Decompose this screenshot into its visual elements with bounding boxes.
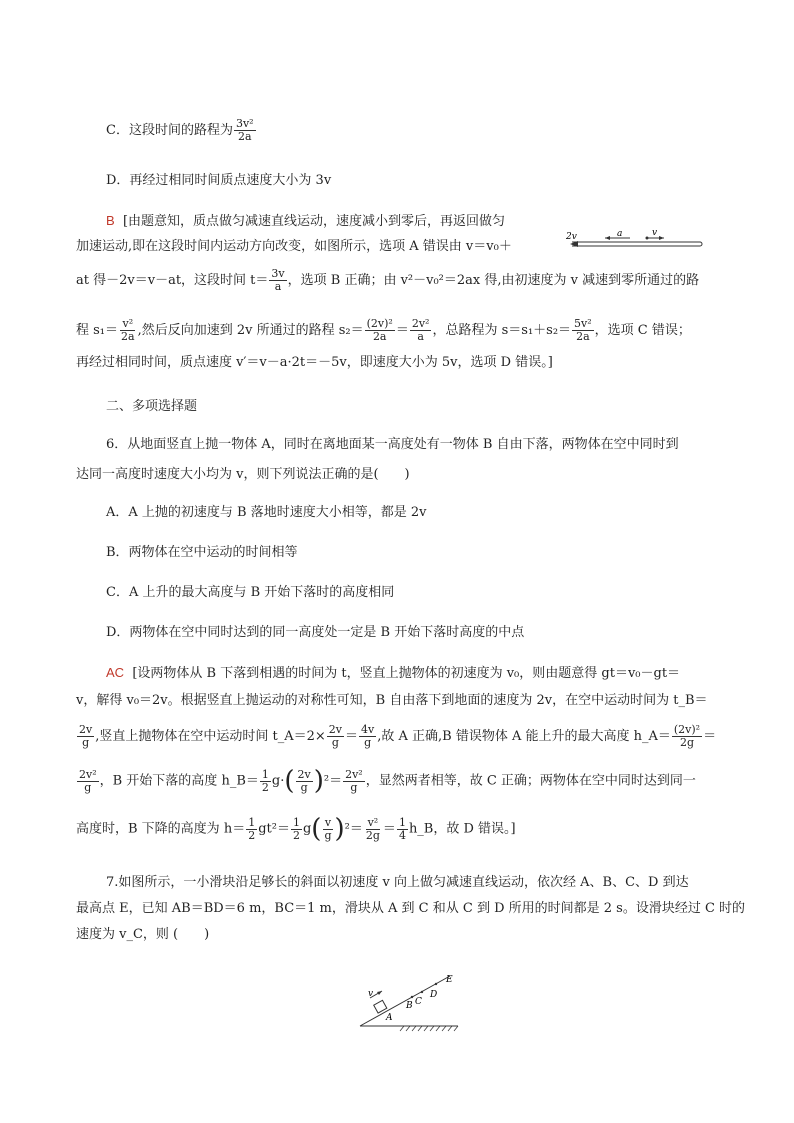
svg-text:B: B	[406, 1001, 413, 1011]
fraction: $\frac{2v}{g}$	[328, 723, 342, 749]
fraction: $\frac{2v}{g}$	[79, 723, 93, 749]
q5-explanation-line-3: at 得－2v＝v－at，这段时间 t＝ $\frac{3v}{a}$ ，选项 B 正确；由 v²－v₀²＝2ax 得,由初速度为 v 减速到零所通过的路	[76, 267, 700, 293]
q7-stem-line-1: 7.如图所示，一小滑块沿足够长的斜面以初速度 v 向上做匀减速直线运动，依次经 A、B、C、D 到达	[106, 875, 689, 890]
fraction: $\frac{\text{5v²}}{2a}$	[574, 317, 592, 343]
fraction: $\frac{3v}{a}$	[271, 267, 285, 293]
svg-text:v: v	[652, 228, 658, 238]
svg-text:2v: 2v	[566, 232, 577, 242]
q5-option-d: D．再经过相同时间质点速度大小为 3v	[106, 173, 332, 188]
fraction: $\frac{\text{(2v)²}}{2g}$	[673, 723, 701, 749]
svg-text:v: v	[368, 989, 374, 999]
q5-option-c: C．这段时间的路程为 $\frac{\text{3v²}}{2a}$	[106, 117, 254, 143]
fraction: $\frac{\text{2v²}}{g}$	[345, 767, 363, 794]
q5-answer: B	[106, 213, 115, 228]
fraction: $\frac{\text{2v²}}{g}$	[79, 767, 97, 794]
q6-stem-line-1: 6．从地面竖直上抛一物体 A，同时在离地面某一高度处有一物体 B 自由下落，两物体在空中同时到	[106, 437, 679, 452]
q6-explanation-line-2: v，解得 v₀＝2v。根据竖直上抛运动的对称性可知，B 自由落下到地面的速度为 2v，在空中运动时间为 t_B＝	[76, 693, 708, 708]
svg-text:E: E	[446, 975, 453, 985]
fraction: $\frac{\text{3v²}}{2a}$	[235, 117, 254, 143]
q6-explanation-line-5: 高度时，B 下降的高度为 h＝ $\frac{1}{2}$ gt²＝ $\frac{1}{2}$ g( $\frac{v}{g}$ )²＝ $\frac{\text{v²}}{2g}$ ＝ $\frac{1}{4}$ h_B，故 D 错误。]	[76, 814, 516, 844]
fraction: $\frac{1}{2}$	[292, 815, 300, 842]
q7-stem-line-2: 最高点 E，已知 AB＝BD＝6 m，BC＝1 m，滑块从 A 到 C 和从 C 到 D 所用的时间都是 2 s。设滑块经过 C 时的	[76, 901, 746, 916]
q5-explanation-line-2: 加速运动,即在这段时间内运动方向改变，如图所示，选项 A 错误由 v＝v₀＋	[76, 239, 512, 254]
q5-motion-diagram	[560, 228, 710, 252]
fraction: $\frac{1}{2}$	[261, 767, 269, 794]
fraction: $\frac{\text{(2v)²}}{2a}$	[366, 317, 393, 343]
q6-option-b: B．两物体在空中运动的时间相等	[106, 545, 298, 560]
section-title-multiple-choice: 二、多项选择题	[106, 399, 198, 414]
q6-stem-line-2: 达同一高度时速度大小均为 v，则下列说法正确的是( )	[76, 467, 410, 482]
q5-explanation-line-1: B [由题意知，质点做匀减速直线运动，速度减小到零后，再返回做匀	[106, 213, 506, 229]
fraction: $\frac{4v}{g}$	[361, 723, 375, 749]
q7-stem-line-3: 速度为 v_C，则 ( )	[76, 927, 210, 942]
fraction: $\frac{1}{2}$	[248, 815, 256, 842]
q6-option-d: D．两物体在空中同时达到的同一高度处一定是 B 开始下落时高度的中点	[106, 625, 525, 640]
svg-text:a: a	[617, 229, 623, 239]
q6-explanation-line-3: $\frac{2v}{g}$ ,竖直上抛物体在空中运动时间 t_A＝2× $\frac{2v}{g}$ ＝ $\frac{4v}{g}$ ,故 A 正确,B 错误物体 A 能上升的最大高度 h_A＝ $\frac{\text{(2v)²}}{2g}$ ＝	[79, 723, 717, 749]
fraction: $\frac{1}{4}$	[398, 815, 406, 842]
fraction: $\frac{\text{2v²}}{a}$	[411, 317, 430, 343]
q6-explanation-line-4: $\frac{\text{2v²}}{g}$ ，B 开始下落的高度 h_B＝ $\frac{1}{2}$ g·( $\frac{2v}{g}$ )²＝ $\frac{\text{2v²}}{g}$ ，显然两者相等，故 C 正确；两物体在空中同时达到同一	[79, 766, 696, 796]
svg-text:D: D	[430, 990, 438, 1000]
q6-option-a: A．A 上抛的初速度与 B 落地时速度大小相等，都是 2v	[106, 505, 427, 520]
fraction: $\frac{\text{v²}}{2g}$	[365, 815, 380, 842]
svg-text:A: A	[386, 1013, 393, 1023]
fraction: $\frac{2v}{g}$	[297, 767, 311, 794]
q7-incline-diagram	[354, 962, 464, 1032]
q6-answer: AC	[106, 665, 125, 680]
fraction: $\frac{\text{v²}}{2a}$	[121, 317, 135, 343]
q6-option-c: C．A 上升的最大高度与 B 开始下落时的高度相同	[106, 585, 395, 600]
svg-text:C: C	[415, 997, 422, 1007]
fraction: $\frac{v}{g}$	[324, 815, 332, 842]
q5-explanation-line-5: 再经过相同时间，质点速度 v′＝v－a·2t＝－5v，即速度大小为 5v，选项 D 错误。]	[76, 355, 553, 370]
q6-explanation-line-1: AC [设两物体从 B 下落到相遇的时间为 t，竖直上抛物体的初速度为 v₀，则由题意得 gt＝v₀－gt＝	[106, 665, 681, 681]
q5-explanation-line-4: 程 s₁＝ $\frac{\text{v²}}{2a}$ ,然后反向加速到 2v 所通过的路程 s₂＝ $\frac{\text{(2v)²}}{2a}$ ＝ $\frac{\text{2v²}}{a}$ ，总路程为 s＝s₁＋s₂＝ $\frac{\text{5v²}}{2a}$ ，选项 C 错误；	[76, 317, 691, 343]
